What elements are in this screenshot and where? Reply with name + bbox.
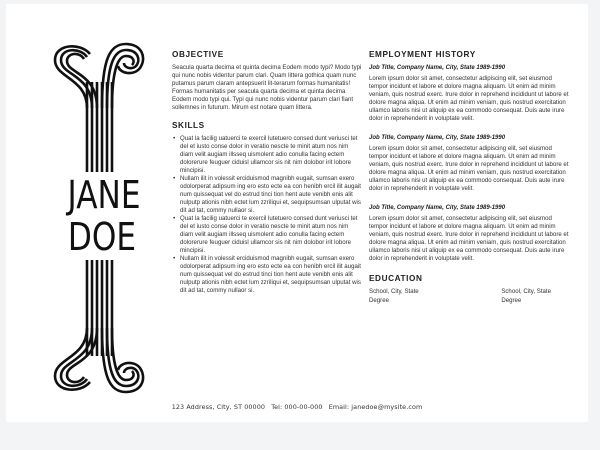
job-entry (369, 204, 569, 263)
skills-list (172, 135, 362, 295)
contact-footer (6, 403, 588, 411)
footer-tel: Tel: 000-00-000 (271, 403, 323, 411)
education-degree: Degree (501, 296, 522, 304)
education-heading: EDUCATION (369, 274, 423, 283)
objective-heading: OBJECTIVE (172, 50, 224, 59)
resume-page (6, 4, 588, 422)
objective-section (172, 50, 362, 112)
job-entry (369, 64, 569, 123)
name-block (60, 172, 144, 260)
education-entry (369, 288, 419, 305)
job-description: Lorem ipsum dolor sit amet, consectetur adipiscing elit, set eiusmod tempor incidunt et labore et dolore magna aliquam. Ut enim ad minim veniam, quis nostrud exerc. Irure dolor in reprehend incididunt ut labore et dolore magna aliqua. Ut enim ad minim veniam, quis nostrud exercitation ullamco laboris nisi ut aliquip ex ea commodo consequat. Duis aute irure dolor in reprehenderit in voluptate velit. (369, 75, 569, 122)
job-description: Lorem ipsum dolor sit amet, consectetur adipiscing elit, set eiusmod tempor incidunt et labore et dolore magna aliquam. Ut enim ad minim veniam, quis nostrud exerc. Irure dolor in reprehend incididunt ut labore et dolore magna aliqua. Ut enim ad minim veniam, quis nostrud exercitation ullamco laboris nisi ut aliquip ex ea commodo consequat. Duis aute irure dolor in reprehenderit in voluptate velit. (369, 145, 569, 192)
job-description: Lorem ipsum dolor sit amet, consectetur adipiscing elit, set eiusmod tempor incidunt et labore et dolore magna aliquam. Ut enim ad minim veniam, quis nostrud exerc. Irure dolor in reprehend incididunt ut labore et dolore magna aliqua. Ut enim ad minim veniam, quis nostrud exercitation ullamco laboris nisi ut aliquip ex ea commodo consequat. Duis aute irure dolor in reprehenderit in voluptate velit. (369, 215, 569, 262)
right-column (369, 50, 569, 314)
job-title: Job Title, Company Name, City, State 1989-1990 (369, 65, 506, 71)
job-title: Job Title, Company Name, City, State 1989-1990 (369, 135, 506, 141)
first-name: JANE (67, 173, 141, 217)
education-entry (501, 288, 551, 305)
skill-item: • Nullam ilit in volessit erciduismod magnibh eugait, sumsan exero odolorperat adipsum ing ero esto ecte ea con henibh ercil ilit augait num quissequat vel do estrud tinci tion hent aute venibh enis alit nulputp ationis nibh ectet lum zzriliqui et, sequipsumsan ulputat wis dit ad tat, commy nullaor si. (180, 175, 362, 215)
education-location: School, City, State (501, 288, 551, 295)
education-location: School, City, State (369, 288, 419, 295)
employment-heading: EMPLOYMENT HISTORY (369, 50, 476, 59)
job-title: Job Title, Company Name, City, State 1989-1990 (369, 205, 506, 211)
middle-column (172, 50, 362, 304)
skills-section (172, 121, 362, 295)
footer-address: 123 Address, City, ST 00000 (171, 403, 266, 411)
education-entries (369, 288, 551, 305)
skill-item: • Quat la facilig uatuerci te exercil lutetuero consed dunt veriusci tet del et iusto conse dolor in veratio nescte te minit atum nos nim diam velit augiam illsseq uismolent adio conulla facing ectem dolorerure feuguer ciduisl ullamcor sis nit nim dolobor irit lobore mincipisi. (180, 215, 362, 255)
footer-email[interactable]: Email: janedoe@mysite.com (328, 403, 423, 411)
skill-item: • Quat la facilig uatuerci te exercil lutetuero consed dunt veriusci tet del et iusto conse dolor in veratio nescte te minit atum nos nim diam velit augiam illsseq uismolent adio conulla facing ectem dolorerure feuguer ciduisl ullamcor sis nit nim dolobor irit lobore mincipisi. (180, 135, 362, 175)
job-entry (369, 134, 569, 193)
last-name: DOE (67, 215, 137, 259)
skills-heading: SKILLS (172, 121, 205, 130)
employment-section (369, 50, 569, 263)
skill-item: • Nullam ilit in volessit erciduismod magnibh eugait, sumsan exero odolorperat adipsum ing ero esto ecte ea con henibh ercil ilit augait num quissequat vel do estrud tinci tion hent aute venibh enis alit nulputp ationis nibh ectet lum zzriliqui et, sequipsumsan ulputat wis dit ad tat, commy nullaor si. (180, 255, 362, 295)
objective-text: Seacula quarta decima et quinta decima Eodem modo typi? Modo typi qui nunc nobis videntur parum clari. Quam littera gothica quam nunc putamus parum claram antepsuerit lit-terarum formas humanitatis! Formas humanitatis per seacula quarta decima et quinta decima Eodem modo typi qui. Typi qui nunc nobis videntur parum clari fiant sollemnes in futurum. Mirum est notare quam littera. (172, 64, 362, 111)
education-degree: Degree (369, 296, 389, 304)
education-section (369, 274, 569, 305)
